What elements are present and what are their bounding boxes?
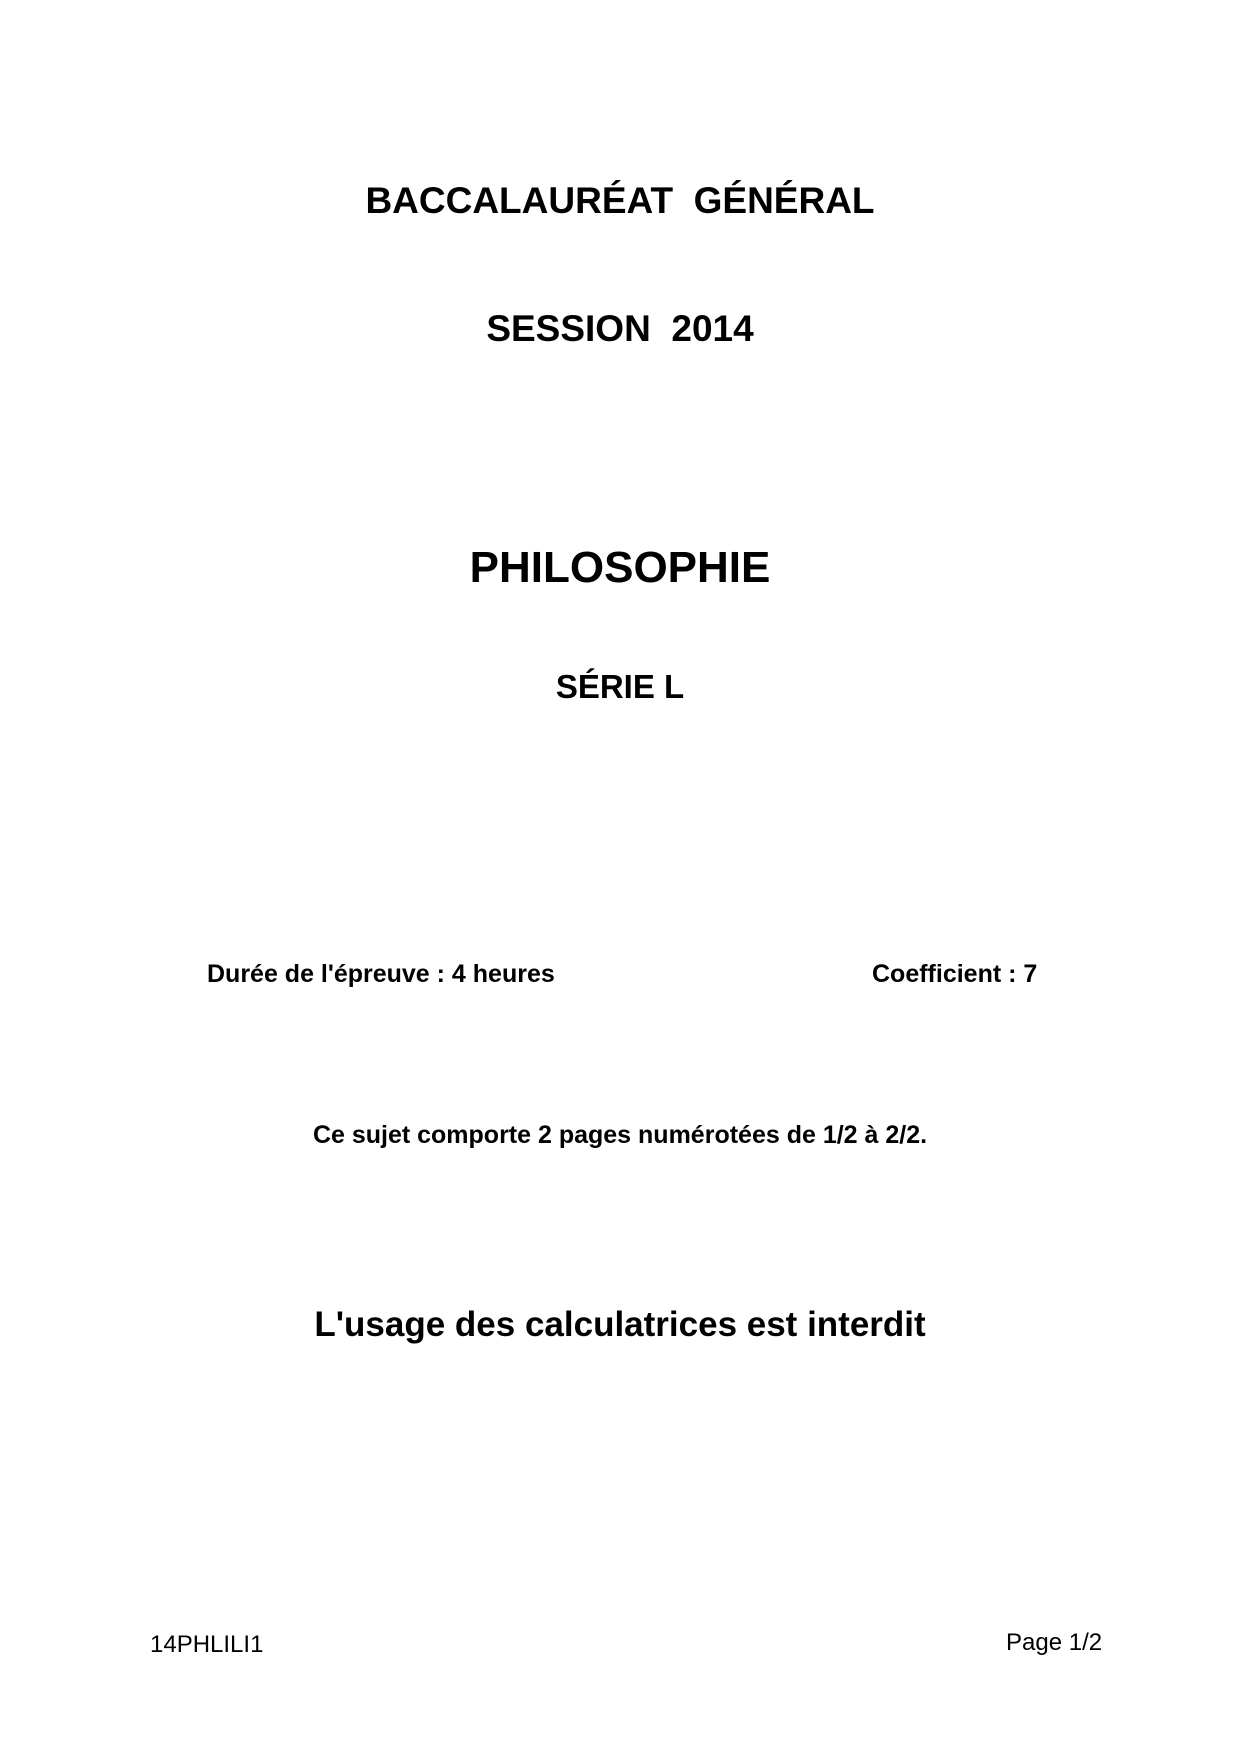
exam-title: BACCALAURÉAT GÉNÉRAL <box>365 180 875 221</box>
session-year: SESSION 2014 <box>486 308 754 349</box>
page-count-note: Ce sujet comporte 2 pages numérotées de 1/2 à 2/2. <box>312 1121 928 1149</box>
series-label: SÉRIE L <box>555 668 685 705</box>
calculator-notice: L'usage des calculatrices est interdit <box>314 1305 926 1344</box>
page-number: Page 1/2 <box>1006 1629 1103 1656</box>
subject-title: PHILOSOPHIE <box>469 543 771 592</box>
exam-coefficient: Coefficient : 7 <box>872 960 1038 988</box>
document-code: 14PHLILI1 <box>150 1631 264 1658</box>
exam-duration: Durée de l'épreuve : 4 heures <box>207 960 555 988</box>
